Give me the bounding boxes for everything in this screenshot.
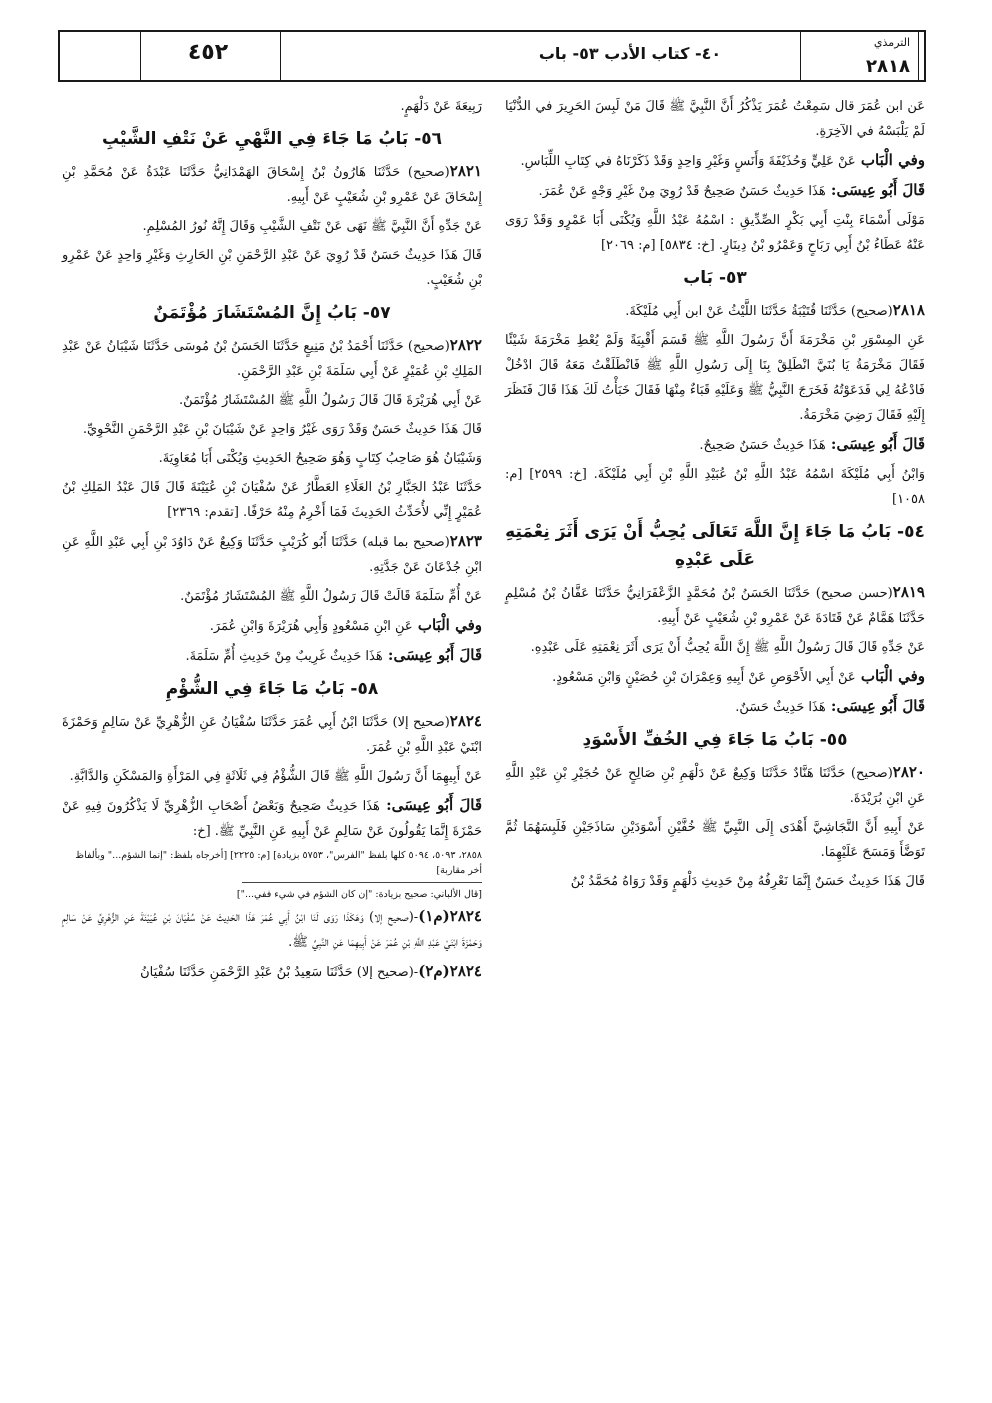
hadith-number: ٢٨٢٠ [892,763,925,781]
paragraph-text: مَوْلَى أَسْمَاءَ بِنْتِ أَبِي بَكْرٍ الصِّدِّيقِ : اسْمُهُ عَبْدُ اللَّهِ وَيُكْنَى أَبَا عَمْرٍو وَقَدْ رَوَى عَنْهُ عَطَاءُ بْنُ أَبِي رَبَاحٍ وَعَمْرُو بْنُ دِينَارٍ. [خ: ٥٨٣٤] [م: ٢٠٦٩] [505,213,925,253]
paragraph-text: رَبِيعَةَ عَنْ دَلْهَمٍ. [400,99,482,114]
paragraph-text: عَنْ جَدِّهِ قَالَ قَالَ رَسُولُ اللَّهِ ﷺ إِنَّ اللَّهَ يُحِبُّ أَنْ يَرَى أَثَرَ نِعْمَتِهِ عَلَى عَبْدِهِ. [530,640,925,655]
paragraph-text: (صحيح) حَدَّثَنَا أَحْمَدُ بْنُ مَنِيعٍ حَدَّثَنَا الحَسَنُ بْنُ مُوسَى حَدَّثَنَا شَيْبَانُ عَنْ عَبْدِ المَلِكِ بْنِ عُمَيْرٍ عَنْ أَبِي سَلَمَةَ بْنِ عَبْدِ الرَّحْمَنِ. [62,339,482,379]
paragraph [505,869,925,894]
footnote: ٢٨٥٨، ٥٠٩٣، ٥٠٩٤ كلها بلفظ "الفرس"، ٥٧٥٣ بزيادة] [م: ٢٢٢٥] [أخرجاه بلفظ: "إنما الشؤم..." وبألفاظ أخر مقاربة] [75,850,482,876]
paragraph-lead: وفي الْبَاب [412,616,482,634]
hadith-number: ٢٨٢٣ [449,532,482,550]
paragraph [62,613,482,639]
paragraph [505,760,925,811]
paragraph-text: حَدَّثَنَا عَبْدُ الجَبَّارِ بْنُ العَلَاءِ العَطَّارُ عَنْ سُفْيَانَ بْنِ عُيَيْنَةَ قَالَ قَالَ عَبْدُ المَلِكِ بْنُ عُمَيْرٍ إِنِّي لأُحَدِّثُ الحَدِيثَ فَمَا أَخْرِمُ مِنْهُ حَرْفًا. [تقدم: ٢٣٦٩] [62,480,482,520]
paragraph-text: -(صحيح إلا) وَهَكَذَا رَوَى لَنَا ابْنُ أَبِي عُمَرَ هَذَا الحَدِيثَ عَنْ سُفْيَانَ بْنِ عُيَيْنَةَ عَنِ الزُّهْرِيِّ عَنْ سَالِمٍ وَحَمْزَةَ ابْنَيْ عَبْدِ اللَّهِ بْنِ عُمَرَ عَنْ أَبِيهِمَا عَنِ النَّبِيِّ ﷺ. [62,910,482,950]
paragraph-lead: قَالَ أَبُو عِيسَى: [382,646,482,664]
footnote-divider [242,882,482,883]
paragraph [62,446,482,471]
paragraph-text: قَالَ هَذَا حَدِيثٌ حَسَنٌ قَدْ رُوِيَ عَنْ عَبْدِ الرَّحْمَنِ بْنِ الحَارِثِ وَغَيْرِ وَاحِدٍ عَنْ عَمْرِو بْنِ شُعَيْبٍ. [62,248,482,288]
paragraph-text: (صحيح إلا) حَدَّثَنَا ابْنُ أَبِي عُمَرَ حَدَّثَنَا سُفْيَانُ عَنِ الزُّهْرِيِّ عَنْ سَالِمٍ وَحَمْزَةَ ابْنَيْ عَبْدِ اللَّهِ بْنِ عُمَرَ. [62,715,482,755]
paragraph [62,643,482,669]
paragraph-text: عَن ابن عُمَرَ قال سَمِعْتُ عُمَرَ يَذْكُرُ أَنَّ النَّبِيَّ ﷺ قَالَ مَنْ لَبِسَ الحَرِيرَ في الدُّنْيَا لَمْ يَلْبَسْهُ في الآخِرَةِ. [505,99,925,139]
paragraph-text: هَذَا حَدِيثٌ حَسَنٌ صَحِيحٌ قَدْ رُوِيَ مِنْ غَيْرِ وَجْهٍ عَنْ عُمَرَ. [538,184,826,199]
right-text-column [505,94,925,1384]
section-title: ٥٧- بَابُ إِنَّ المُسْتَشَارَ مُؤْتَمَنٌ [153,303,391,323]
page-number: ٤٥٢ [187,40,229,65]
paragraph [505,815,925,865]
paragraph [62,709,482,760]
hadith-number: ٢٨١٨ [892,301,925,319]
paragraph-text: عَنْ أَبِي هُرَيْرَةَ قَالَ قَالَ رَسُولُ اللَّهِ ﷺ المُسْتَشَارُ مُؤْتَمَنٌ. [179,393,482,408]
paragraph [62,417,482,442]
paragraph [505,178,925,204]
paragraph [62,529,482,580]
footnote: [قال الألباني: صحيح بزيادة: "إن كان الشؤم في شيء ففي..."] [236,889,482,900]
paragraph [505,432,925,458]
paragraph-text: عَنِ المِسْوَرِ بْنِ مَخْرَمَةَ أَنَّ رَسُولَ اللَّهِ ﷺ قَسَمَ أَقْبِيَةً وَلَمْ يُعْطِ مَخْرَمَةَ شَيْئًا فَقَالَ مَخْرَمَةُ يَا بُنَيَّ انْطَلِقْ بِنَا إِلَى رَسُولِ اللَّهِ ﷺ فَانْطَلَقْتُ مَعَهُ قَالَ ادْخُلْ فَادْعُهُ لِي فَدَعَوْتُهُ فَخَرَجَ النَّبِيُّ ﷺ وَعَلَيْهِ قَبَاءٌ مِنْهَا فَقَالَ خَبَأْتُ لَكَ هَذَا قَالَ فَنَظَرَ إِلَيْهِ فَقَالَ رَضِيَ مَخْرَمَةُ. [505,333,925,423]
hadith-number: ٢٨١٩ [892,583,925,601]
paragraph-text: عَنْ أُمِّ سَلَمَةَ قَالَتْ قَالَ رَسُولُ اللَّهِ ﷺ المُسْتَشَارُ مُؤْتَمَنٌ. [180,589,482,604]
paragraph-text: (صحيح) حَدَّثَنَا قُتَيْبَةُ حَدَّثَنَا اللَّيْثُ عَنْ ابن أَبِي مُلَيْكَةَ. [625,304,893,319]
paragraph-lead: وفي الْبَاب [855,667,925,685]
paragraph [62,94,482,119]
paragraph-text: -(صحيح إلا) حَدَّثَنَا سَعِيدُ بْنُ عَبْدِ الرَّحْمَنِ حَدَّثَنَا سُفْيَانُ [140,965,419,980]
paragraph [505,462,925,512]
paragraph [62,159,482,210]
paragraph [62,475,482,525]
paragraph-text: عَنْ عَلِيٍّ وَحُذَيْفَةَ وَأَنَسٍ وَغَيْرِ وَاحِدٍ وَقَدْ ذَكَرْنَاهُ في كِتَابِ اللِّبَاسِ. [520,154,856,169]
paragraph-text: وَابْنُ أَبِي مُلَيْكَةَ اسْمُهُ عَبْدُ اللَّهِ بْنُ عُبَيْدِ اللَّهِ بْنِ أَبِي مُلَيْكَةَ. [خ: ٢٥٩٩] [م: ١٠٥٨] [505,467,925,507]
paragraph [505,635,925,660]
paragraph-text: عَنْ أَبِيهِمَا أَنَّ رَسُولَ اللَّهِ ﷺ قَالَ الشُّؤْمُ فِي ثَلَاثَةٍ فِي المَرْأَةِ وَالمَسْكَنِ وَالدَّابَّةِ. [69,769,482,784]
hadith-number: ٢٨٢٤ [449,712,482,730]
section-title: ٥٥- بَابُ مَا جَاءَ فِي الخُفِّ الأَسْوَدِ [582,730,848,750]
paragraph-text: (صحيح بما قبله) حَدَّثَنَا أَبُو كُرَيْبٍ حَدَّثَنَا وَكِيعٌ عَنْ دَاوُدَ بْنِ أَبِي عَبْدِ اللَّهِ عَنِ ابْنِ جُدْعَانَ عَنْ جَدَّتِهِ. [62,535,482,575]
paragraph-text: هَذَا حَدِيثٌ حَسَنٌ صَحِيحٌ. [699,438,826,453]
paragraph [505,148,925,174]
section-title: ٥٦- بَابُ مَا جَاءَ فِي النَّهْيِ عَنْ نَتْفِ الشَّيْبِ [101,129,443,149]
paragraph-lead: وفي الْبَاب [855,151,925,169]
paragraph-text: قَالَ هَذَا حَدِيثٌ حَسَنٌ إِنَّمَا نَعْرِفُهُ مِنْ حَدِيثِ دَلْهَمٍ وَقَدْ رَوَاهُ مُحَمَّدُ بْنُ [570,874,925,889]
paragraph-lead: قَالَ أَبُو عِيسَى: [825,181,925,199]
paragraph-text: هَذَا حَدِيثٌ حَسَنٌ. [735,700,826,715]
hadith-number: ٢٨٢٤(م١) [418,907,482,925]
paragraph [62,764,482,789]
left-text-column [62,94,482,1384]
paragraph [62,243,482,293]
paragraph [505,298,925,324]
paragraph [62,959,482,985]
paragraph-text: قَالَ هَذَا حَدِيثٌ حَسَنٌ وَقَدْ رَوَى غَيْرُ وَاحِدٍ عَنْ شَيْبَانَ بْنِ عَبْدِ الرَّحْمَنِ النَّحْوِيِّ. [82,422,482,437]
paragraph [62,388,482,413]
paragraph-text: هَذَا حَدِيثٌ غَرِيبٌ مِنْ حَدِيثِ أُمِّ سَلَمَةَ. [185,649,383,664]
paragraph-text: عَنْ جَدِّهِ أَنَّ النَّبِيَّ ﷺ نَهَى عَنْ نَتْفِ الشَّيْبِ وَقَالَ إِنَّهُ نُورُ المُسْلِمِ. [142,219,482,234]
paragraph [505,580,925,631]
page-header [58,30,926,82]
section-title: ٥٨- بَابُ مَا جَاءَ فِي الشُّؤْمِ [165,679,379,699]
chapter-title: ٤٠- كتاب الأدب ٥٣- باب [538,44,722,63]
hadith-number: ٢٨٢٢ [449,336,482,354]
book-name: الترمذي [873,36,910,49]
paragraph [505,94,925,144]
paragraph-text: عَنْ أَبِيهِ أَنَّ النَّجَاشِيَّ أَهْدَى إِلَى النَّبِيِّ ﷺ خُفَّيْنِ أَسْوَدَيْنِ سَاذَجَيْنِ فَلَبِسَهُمَا ثُمَّ تَوَضَّأَ وَمَسَحَ عَلَيْهِمَا. [505,820,925,860]
header-cell [60,32,140,80]
paragraph-lead: قَالَ أَبُو عِيسَى: [379,796,483,814]
paragraph [505,664,925,690]
paragraph [62,904,482,955]
paragraph-text: (صحيح) حَدَّثَنَا هَنَّادٌ حَدَّثَنَا وَكِيعٌ عَنْ دَلْهَمِ بْنِ صَالِحٍ عَنْ حُجَيْرِ بْنِ عَبْدِ اللَّهِ عَنِ ابْنِ بُرَيْدَةَ. [505,766,925,806]
paragraph-text: وَشَيْبَانُ هُوَ صَاحِبُ كِتَابٍ وَهُوَ صَحِيحُ الحَدِيثِ وَيُكْنَى أَبَا مُعَاوِيَةَ. [158,451,482,466]
header-cell [918,32,928,80]
paragraph [505,328,925,428]
paragraph-lead: قَالَ أَبُو عِيسَى: [825,697,925,715]
paragraph-text: عَنْ أَبِي الأَحْوَصِ عَنْ أَبِيهِ وَعِمْرَانَ بْنِ حُصَيْنٍ وَابْنِ مَسْعُودٍ. [552,670,856,685]
paragraph [62,214,482,239]
paragraph-text: عَنِ ابْنِ مَسْعُودٍ وَأَبِي هُرَيْرَةَ وَابْنِ عُمَرَ. [209,619,413,634]
paragraph-text: (صحيح) حَدَّثَنَا هَارُونُ بْنُ إِسْحَاقَ الهَمْدَانِيُّ حَدَّثَنَا عَبْدَةُ عَنْ مُحَمَّدِ بْنِ إِسْحَاقَ عَنْ عَمْرِو بْنِ شُعَيْبٍ عَنْ أَبِيهِ. [62,165,482,205]
paragraph [505,208,925,258]
section-title: ٥٤- بَابُ مَا جَاءَ إِنَّ اللَّهَ تَعَالَى يُحِبُّ أَنْ يَرَى أَثَرَ نِعْمَتِهِ عَلَى عَبْدِهِ [505,522,925,570]
paragraph-text: (حسن صحيح) حَدَّثَنَا الحَسَنُ بْنُ مُحَمَّدٍ الزَّعْفَرَانِيُّ حَدَّثَنَا عَفَّانُ بْنُ مُسْلِمٍ حَدَّثَنَا هَمَّامٌ عَنْ قَتَادَةَ عَنْ عَمْرِو بْنِ شُعَيْبٍ عَنْ أَبِيهِ. [505,586,925,626]
header-hadith-number: ٢٨١٨ [866,56,910,77]
paragraph [62,584,482,609]
paragraph [505,694,925,720]
paragraph-lead: قَالَ أَبُو عِيسَى: [825,435,925,453]
paragraph [62,333,482,384]
hadith-number: ٢٨٢١ [449,162,482,180]
paragraph [62,793,482,844]
section-title: ٥٣- بَاب [683,268,747,288]
paragraph-text: هَذَا حَدِيثٌ صَحِيحٌ وَبَعْضُ أَصْحَابِ الزُّهْرِيِّ لَا يَذْكُرُونَ فِيهِ عَنْ حَمْزَةَ إِنَّمَا يَقُولُونَ عَنْ سَالِمٍ عَنْ أَبِيهِ عَنِ النَّبِيِّ ﷺ. [خ: [62,799,482,839]
hadith-number: ٢٨٢٤(م٢) [418,962,482,980]
